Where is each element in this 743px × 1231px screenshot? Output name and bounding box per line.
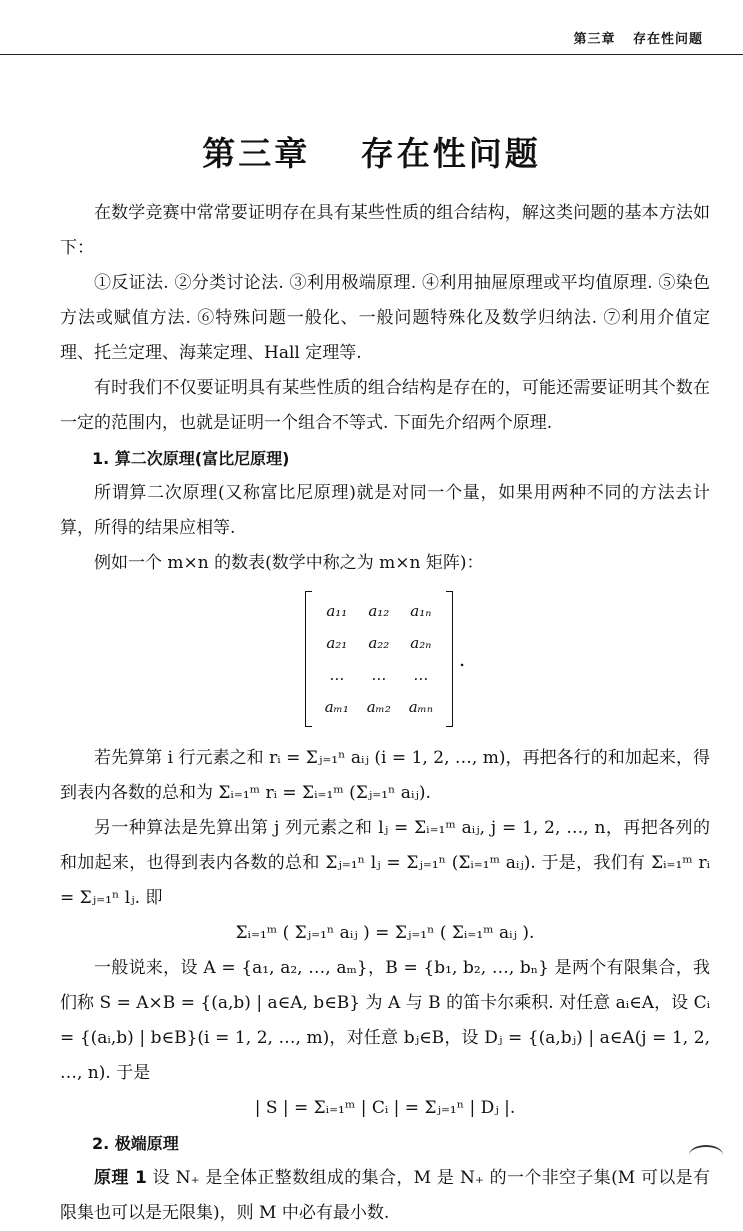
fubini-paragraph: 所谓算二次原理(又称富比尼原理)就是对同一个量，如果用两种不同的方法去计算，所得的结果应相等. [60,483,710,538]
matrix-cell: aₘ₁ [324,697,349,716]
cardinality-equation: | S | = Σᵢ₌₁ᵐ | Cᵢ | = Σⱼ₌₁ⁿ | Dⱼ |. [254,1098,516,1118]
matrix-display [60,591,710,727]
matrix-cell: aₘₙ [408,697,433,716]
running-head-chapter: 第三章 [573,32,616,47]
matrix-cell: a₂ₙ [410,633,432,652]
matrix-cell: … [413,665,429,684]
running-head-title: 存在性问题 [632,32,703,47]
matrix-cell: a₁₁ [326,601,348,620]
running-head [573,28,703,47]
matrix-cell: … [329,665,345,684]
cols-sum-paragraph: 另一种算法是先算出第 j 列元素之和 lⱼ = Σᵢ₌₁ᵐ aᵢⱼ, j = 1, 2, …, n，再把各列的和加起来，也得到表内各数的总和 Σⱼ₌₁ⁿ lⱼ = Σⱼ₌₁ⁿ (Σᵢ₌₁ᵐ aᵢⱼ). 于是，我们有 Σᵢ₌₁ᵐ rᵢ = Σⱼ₌₁ⁿ lⱼ. 即 [60,818,710,908]
chapter-name: 存在性问题 [360,134,541,173]
cartesian-paragraph: 一般说来，设 A = {a₁, a₂, …, aₘ}，B = {b₁, b₂, …, bₙ} 是两个有限集合，我们称 S = A×B = {(a,b) | a∈A, b∈B} 为 A 与 B 的笛卡尔乘积. 对任意 aᵢ∈A，设 Cᵢ = {(aᵢ,b) | b∈B}(i = 1, 2, …, m)，对任意 bⱼ∈B，设 Dⱼ = {(a,bⱼ) | a∈A(j = 1, 2, …, n). 于是 [60,958,710,1083]
chapter-title [0,128,743,175]
matrix-period: . [458,646,466,671]
matrix [305,591,453,727]
principle-1-paragraph [60,1161,710,1231]
page-body [60,196,710,1231]
double-sum-equation: Σᵢ₌₁ᵐ ( Σⱼ₌₁ⁿ aᵢⱼ ) = Σⱼ₌₁ⁿ ( Σᵢ₌₁ᵐ aᵢⱼ ). [235,923,535,943]
principle-1-label: 原理 1 [94,1168,147,1188]
principle-1-text: 设 N₊ 是全体正整数组成的集合，M 是 N₊ 的一个非空子集(M 可以是有限集也可以是无限集)，则 M 中必有最小数. [60,1168,710,1223]
matrix-cell: aₘ₂ [366,697,391,716]
matrix-cell: a₁ₙ [410,601,432,620]
intro-paragraph: 在数学竞赛中常常要证明存在具有某些性质的组合结构，解这类问题的基本方法如下： [60,203,710,258]
matrix-cell: a₁₂ [368,601,390,620]
chapter-number: 第三章 [202,134,311,173]
matrix-cell: … [371,665,387,684]
section-1-heading: 1. 算二次原理(富比尼原理) [92,449,290,468]
page-corner-mark [689,1145,723,1165]
matrix-cell: a₂₂ [368,633,390,652]
header-rule [0,54,743,55]
methods-paragraph: ①反证法. ②分类讨论法. ③利用极端原理. ④利用抽屉原理或平均值原理. ⑤染色方法或赋值方法. ⑥特殊问题一般化、一般问题特殊化及数学归纳法. ⑦利用介值定理、托兰定理、海莱定理、Hall 定理等. [60,273,710,363]
matrix-cell: a₂₁ [326,633,348,652]
inequality-paragraph: 有时我们不仅要证明具有某些性质的组合结构是存在的，可能还需要证明其个数在一定的范围内，也就是证明一个组合不等式. 下面先介绍两个原理. [60,378,710,433]
section-2-heading: 2. 极端原理 [92,1134,179,1153]
example-paragraph: 例如一个 m×n 的数表(数学中称之为 m×n 矩阵)： [94,553,484,573]
rows-sum-paragraph: 若先算第 i 行元素之和 rᵢ = Σⱼ₌₁ⁿ aᵢⱼ (i = 1, 2, …, m)，再把各行的和加起来，得到表内各数的总和为 Σᵢ₌₁ᵐ rᵢ = Σᵢ₌₁ᵐ (Σⱼ₌₁ⁿ aᵢⱼ). [60,748,710,803]
